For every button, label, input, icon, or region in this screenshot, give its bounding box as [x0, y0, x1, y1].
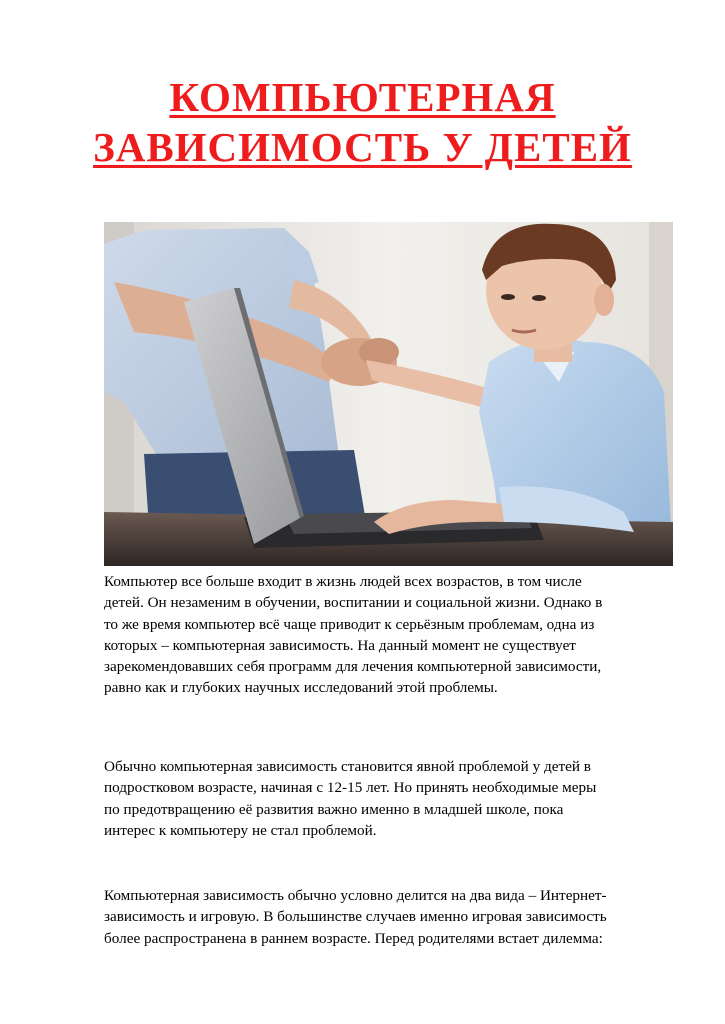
paragraph-line: подростковом возрасте, начиная с 12-15 лет. Но принять необходимые меры [104, 779, 597, 797]
paragraph-2 [104, 756, 674, 841]
paragraph-line: интерес к компьютеру не стал проблемой. [104, 821, 377, 839]
paragraph-line: которых – компьютерная зависимость. На данный момент не существует [104, 636, 576, 654]
page-title [60, 72, 665, 172]
paragraph-line: зарекомендовавших себя программ для лечения компьютерной зависимости, [104, 658, 602, 676]
illustration-photo [104, 222, 673, 566]
paragraph-line: Обычно компьютерная зависимость становится явной проблемой у детей в [104, 758, 591, 775]
paragraph-line: равно как и глубоких научных исследований этой проблемы. [104, 679, 498, 697]
photo-drawing [104, 222, 673, 566]
title-line-2: ЗАВИСИМОСТЬ У ДЕТЕЙ [93, 124, 632, 170]
paragraph-line: более распространена в раннем возрасте. Перед родителями встает дилемма: [104, 929, 603, 947]
paragraph-line: Компьютер все больше входит в жизнь людей всех возрастов, в том числе [104, 573, 582, 590]
paragraph-line: Компьютерная зависимость обычно условно делится на два вида – Интернет- [104, 887, 607, 904]
title-line-1: КОМПЬЮТЕРНАЯ [169, 74, 556, 120]
paragraph-3 [104, 885, 674, 949]
paragraph-line: зависимость и игровую. В большинстве случаев именно игровая зависимость [104, 908, 607, 926]
paragraph-line: то же время компьютер всё чаще приводит к серьёзным проблемам, одна из [104, 615, 595, 633]
paragraph-line: по предотвращению её развития важно именно в младшей школе, пока [104, 800, 564, 818]
paragraph-line: детей. Он незаменим в обучении, воспитании и социальной жизни. Однако в [104, 594, 603, 612]
paragraph-1 [104, 571, 674, 699]
